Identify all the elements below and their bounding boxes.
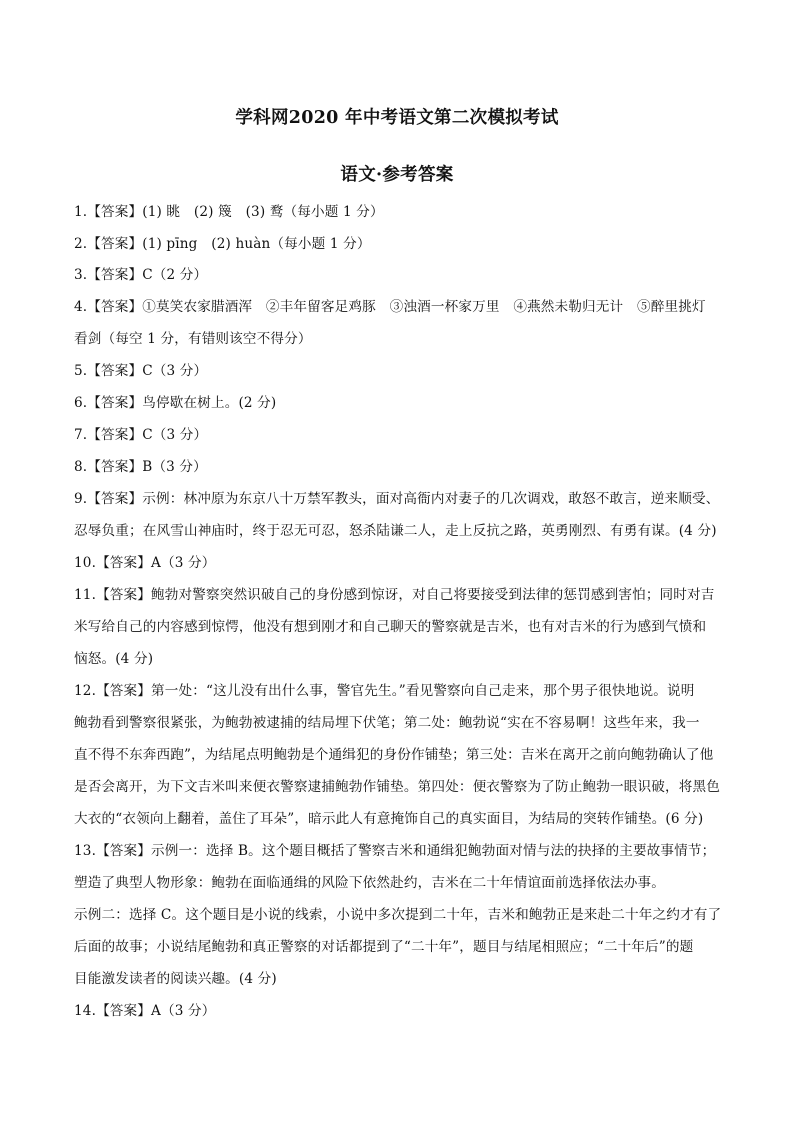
- answer-line: 6.【答案】鸟停歇在树上。(2 分): [74, 395, 277, 411]
- answer-line: 14.【答案】A（3 分）: [74, 1003, 216, 1019]
- answer-line: 恼怒。(4 分): [74, 651, 154, 667]
- answer-line: 后面的故事；小说结尾鲍勃和真正警察的对话都提到了“二十年”，题目与结尾相照应；“二十年后”的题: [74, 939, 694, 955]
- answer-line: 4.【答案】①莫笑农家腊酒浑 ②丰年留客足鸡豚 ③浊酒一杯家万里 ④燕然未勒归无计 ⑤醉里挑灯: [74, 299, 706, 315]
- answer-line: 9.【答案】示例：林冲原为东京八十万禁军教头，面对高衙内对妻子的几次调戏，敢怒不敢言，逆来顺受、: [74, 491, 720, 507]
- answer-line: 看剑（每空 1 分，有错则该空不得分）: [74, 331, 312, 347]
- document-title: 学科网2020 年中考语文第二次模拟考试: [235, 108, 559, 128]
- document-subtitle: 语文·参考答案: [340, 165, 454, 185]
- answer-line: 11.【答案】鲍勃对警察突然识破自己的身份感到惊讶，对自己将要接受到法律的惩罚感到害怕；同时对吉: [74, 587, 715, 603]
- answer-line: 3.【答案】C（2 分）: [74, 267, 208, 283]
- answer-line: 5.【答案】C（3 分）: [74, 363, 208, 379]
- answer-line: 示例二：选择 C。这个题目是小说的线索，小说中多次提到二十年，吉米和鲍勃正是来赴二十年之约才有了: [74, 907, 722, 923]
- answer-line: 13.【答案】示例一：选择 B。这个题目概括了警察吉米和通缉犯鲍勃面对情与法的抉择的主要故事情节；: [74, 843, 716, 859]
- answer-line: 忍辱负重；在风雪山神庙时，终于忍无可忍，怒杀陆谦二人，走上反抗之路，英勇刚烈、有勇有谋。(4 分): [74, 523, 717, 539]
- answer-line: 塑造了典型人物形象：鲍勃在面临通缉的风险下依然赴约，吉米在二十年情谊面前选择依法办事。: [74, 875, 665, 891]
- answer-line: 8.【答案】B（3 分）: [74, 459, 207, 475]
- answer-line: 直不得不东奔西跑”，为结尾点明鲍勃是个通缉犯的身份作铺垫；第三处：吉米在离开之前向鲍勃确认了他: [74, 747, 714, 763]
- answer-line: 是否会离开，为下文吉米叫来便衣警察逮捕鲍勃作铺垫。第四处：便衣警察为了防止鲍勃一眼识破，将黑色: [74, 779, 720, 795]
- answer-line: 10.【答案】A（3 分）: [74, 555, 216, 571]
- answer-line: 鲍勃看到警察很紧张，为鲍勃被逮捕的结局埋下伏笔；第二处：鲍勃说“实在不容易啊！这些年来，我一: [74, 715, 700, 731]
- answer-line: 2.【答案】(1) pīng (2) huàn（每小题 1 分）: [74, 236, 371, 252]
- answer-line: 大衣的“衣领向上翻着，盖住了耳朵”，暗示此人有意掩饰自己的真实面目，为结局的突转作铺垫。(6 分): [74, 811, 704, 827]
- answer-line: 1.【答案】(1) 眺 (2) 篾 (3) 鹜（每小题 1 分）: [74, 204, 384, 220]
- answer-line: 米写给自己的内容感到惊愕，他没有想到刚才和自己聊天的警察就是吉米，也有对吉米的行为感到气愤和: [74, 619, 707, 635]
- answer-line: 7.【答案】C（3 分）: [74, 427, 208, 443]
- answer-line: 目能激发读者的阅读兴趣。(4 分): [74, 971, 277, 987]
- answer-line: 12.【答案】第一处：“这儿没有出什么事，警官先生。”看见警察向自己走来，那个男子很快地说。说明: [74, 683, 695, 699]
